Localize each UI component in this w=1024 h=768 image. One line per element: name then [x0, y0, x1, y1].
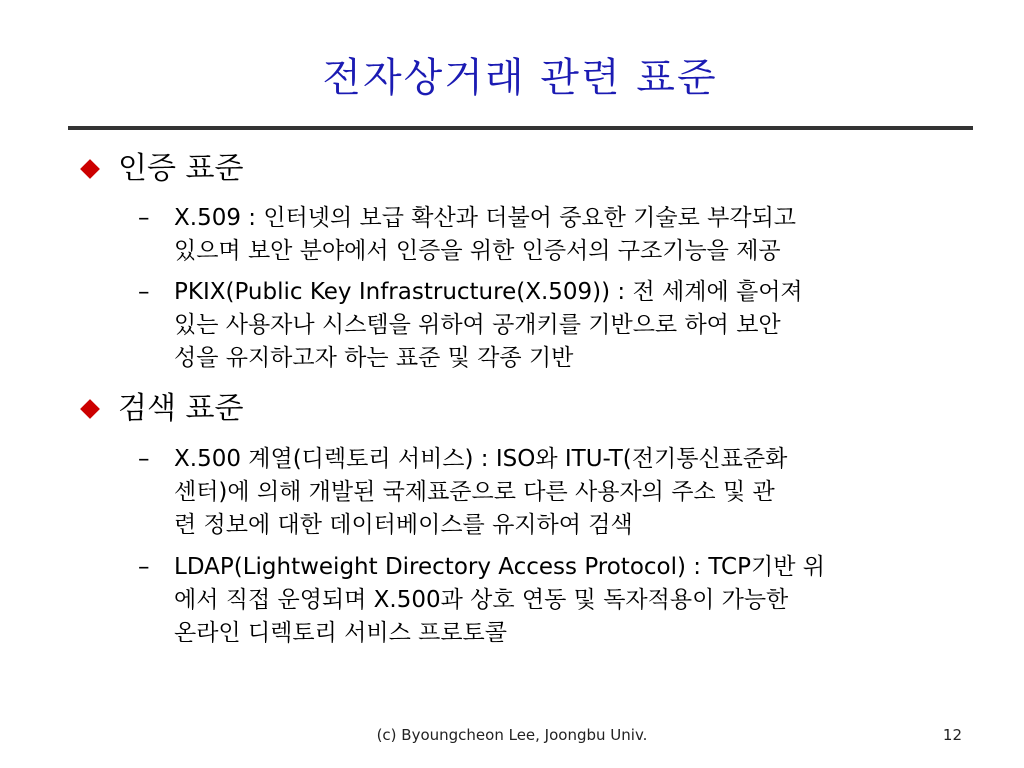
footer-credit: (c) Byoungcheon Lee, Joongbu Univ.	[376, 726, 648, 744]
list-item-x509	[134, 202, 964, 268]
list-item-line: 에서 직접 운영되며 X.500과 상호 연동 및 독자적용이 가능한	[174, 587, 789, 613]
section-heading-label: 인증 표준	[118, 151, 244, 186]
section-heading-label: 검색 표준	[118, 391, 244, 426]
diamond-bullet-icon	[80, 399, 100, 419]
list-item-line: X.500 계열(디렉토리 서비스) : ISO와 ITU-T(전기통신표준화	[174, 446, 788, 472]
diamond-bullet-icon	[80, 159, 100, 179]
page-number: 12	[942, 726, 962, 744]
list-item-line: X.509 : 인터넷의 보급 확산과 더불어 중요한 기술로 부각되고	[174, 205, 797, 231]
list-item-line: 온라인 디렉토리 서비스 프로토콜	[174, 620, 507, 646]
dash-bullet: –	[138, 279, 150, 305]
dash-bullet: –	[138, 446, 150, 472]
list-item-line: PKIX(Public Key Infrastructure(X.509)) : 전 세계에 흩어져	[174, 279, 803, 305]
list-item-ldap	[134, 551, 964, 650]
slide-title: 전자상거래 관련 표준	[322, 55, 718, 101]
list-item-x500	[134, 443, 964, 542]
title-divider	[68, 126, 973, 130]
dash-bullet: –	[138, 554, 150, 580]
list-item-line: 있는 사용자나 시스템을 위하여 공개키를 기반으로 하여 보안	[174, 312, 781, 338]
list-item-line: 련 정보에 대한 데이터베이스를 유지하여 검색	[174, 512, 633, 538]
list-item-pkix	[134, 276, 964, 375]
dash-bullet: –	[138, 205, 150, 231]
list-item-line: 있으며 보안 분야에서 인증을 위한 인증서의 구조기능을 제공	[174, 238, 781, 264]
list-item-line: 센터)에 의해 개발된 국제표준으로 다른 사용자의 주소 및 관	[174, 479, 775, 505]
list-item-line: 성을 유지하고자 하는 표준 및 각종 기반	[174, 345, 574, 371]
list-item-line: LDAP(Lightweight Directory Access Protocol) : TCP기반 위	[174, 554, 825, 580]
